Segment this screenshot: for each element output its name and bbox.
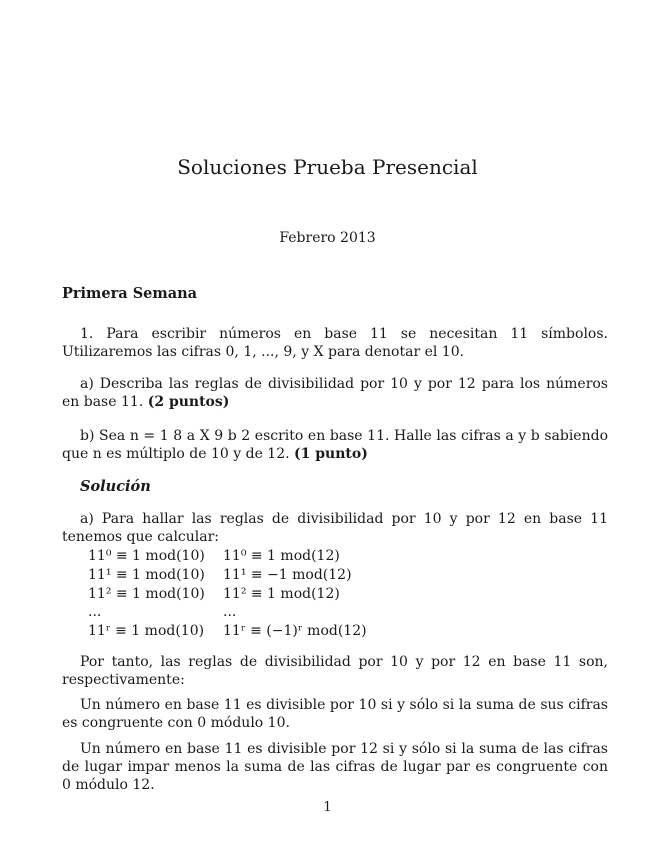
rule-divisible-12: Un número en base 11 es divisible por 12 si y sólo si la suma de las cifras de lugar impar menos la suma de las cifras de lugar par es congruente con 0 módulo 12. — [62, 741, 608, 793]
question-b-points: (1 punto) — [294, 446, 368, 462]
congruence-mod12: ... — [223, 604, 237, 620]
congruence-mod12: 11ʳ ≡ (−1)ʳ mod(12) — [223, 623, 367, 639]
rules-intro: Por tanto, las reglas de divisibilidad por 10 y por 12 en base 11 son, respectivamente: — [62, 654, 608, 688]
rule-divisible-10: Un número en base 11 es divisible por 10 si y sólo si la suma de sus cifras es congruente con 0 módulo 10. — [62, 697, 608, 731]
congruence-mod10: ... — [88, 604, 102, 620]
congruence-mod12: 11¹ ≡ −1 mod(12) — [223, 567, 352, 583]
congruence-mod12: 11² ≡ 1 mod(12) — [223, 586, 340, 602]
congruence-mod10: 11⁰ ≡ 1 mod(10) — [88, 548, 205, 564]
document-date: Febrero 2013 — [279, 230, 376, 246]
document-title: Soluciones Prueba Presencial — [177, 155, 478, 179]
question-a-points: (2 puntos) — [147, 394, 230, 410]
solution-heading: Solución — [80, 478, 151, 495]
problem-statement: 1. Para escribir números en base 11 se necesitan 11 símbolos. Utilizaremos las cifras 0, 1, ..., 9, y X para denotar el 10. — [62, 326, 608, 360]
solution-intro: a) Para hallar las reglas de divisibilidad por 10 y por 12 en base 11 tenemos que calcular: — [62, 511, 608, 545]
question-a — [62, 375, 608, 411]
page-number: 1 — [323, 800, 332, 815]
question-a-text: a) Describa las reglas de divisibilidad por 10 y por 12 para los números en base 11. — [62, 376, 608, 410]
congruence-mod12: 11⁰ ≡ 1 mod(12) — [223, 548, 340, 564]
question-b-text: b) Sea n = 1 8 a X 9 b 2 escrito en base 11. Halle las cifras a y b sabiendo que n es múltiplo de 10 y de 12. — [62, 428, 608, 462]
question-b — [62, 427, 608, 463]
congruence-mod10: 11ʳ ≡ 1 mod(10) — [88, 623, 205, 639]
congruence-mod10: 11¹ ≡ 1 mod(10) — [88, 567, 205, 583]
congruence-mod10: 11² ≡ 1 mod(10) — [88, 586, 205, 602]
section-heading: Primera Semana — [62, 285, 198, 302]
